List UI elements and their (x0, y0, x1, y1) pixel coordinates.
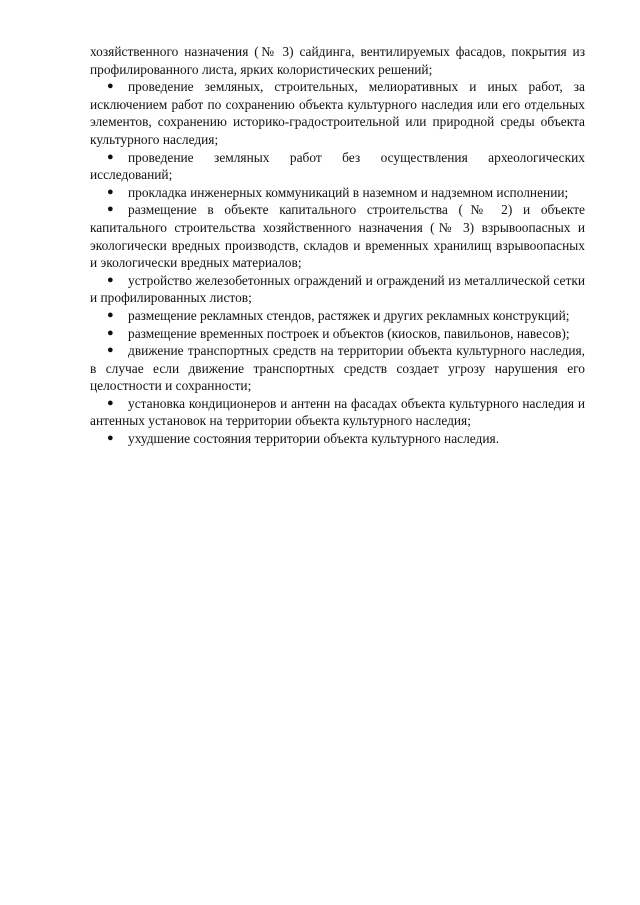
bullet-icon: ● (107, 344, 114, 357)
list-item (90, 307, 585, 325)
intro-paragraph: хозяйственного назначения (№ 3) сайдинга, вентилируемых фасадов, покрытия из профилированного листа, ярких колористических решений; (90, 44, 585, 77)
list-item-text: размещение в объекте капитального строительства (№ 2) и объекте капитального строительства хозяйственного назначения (№ 3) взрывоопасных и экологически вредных производств, складов и временных хранилищ взрывоопасных и экологически вредных материалов; (90, 202, 585, 271)
bullet-icon: ● (107, 396, 114, 409)
list-item (90, 325, 585, 343)
bullet-icon: ● (107, 150, 114, 163)
list-item (90, 201, 585, 271)
list-item-text: размещение временных построек и объектов (киосков, павильонов, навесов); (128, 325, 570, 341)
list-item-text: установка кондиционеров и антенн на фасадах объекта культурного наследия и антенных установок на территории объекта культурного наследия; (90, 395, 585, 429)
list-item (90, 272, 585, 307)
bullet-icon: ● (107, 185, 114, 198)
restrictions-list (90, 78, 585, 447)
list-item-text: движение транспортных средств на территории объекта культурного наследия, в случае если движение транспортных средств создает угрозу нарушения его целостности и сохранности; (90, 343, 585, 394)
list-item (90, 342, 585, 395)
bullet-icon: ● (107, 273, 114, 286)
list-item-text: ухудшение состояния территории объекта культурного наследия. (128, 431, 500, 447)
list-item (90, 395, 585, 430)
bullet-icon: ● (107, 308, 114, 321)
list-item (90, 184, 585, 202)
bullet-icon: ● (107, 203, 114, 216)
list-item-text: размещение рекламных стендов, растяжек и других рекламных конструкций; (128, 307, 570, 323)
list-item-text: устройство железобетонных ограждений и ограждений из металлической сетки и профилированных листов; (90, 272, 585, 306)
list-item (90, 149, 585, 184)
document-page (90, 43, 585, 448)
list-item-text: проведение земляных, строительных, мелиоративных и иных работ, за исключением работ по сохранению объекта культурного наследия или его отдельных элементов, сохранению историко-градостроительной или природной среды объекта культурного наследия; (90, 79, 585, 147)
list-item-text: проведение земляных работ без осуществления археологических исследований; (90, 149, 585, 183)
list-item (90, 78, 585, 148)
list-item-text: прокладка инженерных коммуникаций в наземном и надземном исполнении; (128, 184, 569, 200)
bullet-icon: ● (107, 326, 114, 339)
list-item (90, 430, 585, 448)
bullet-icon: ● (107, 80, 114, 93)
bullet-icon: ● (107, 432, 114, 445)
